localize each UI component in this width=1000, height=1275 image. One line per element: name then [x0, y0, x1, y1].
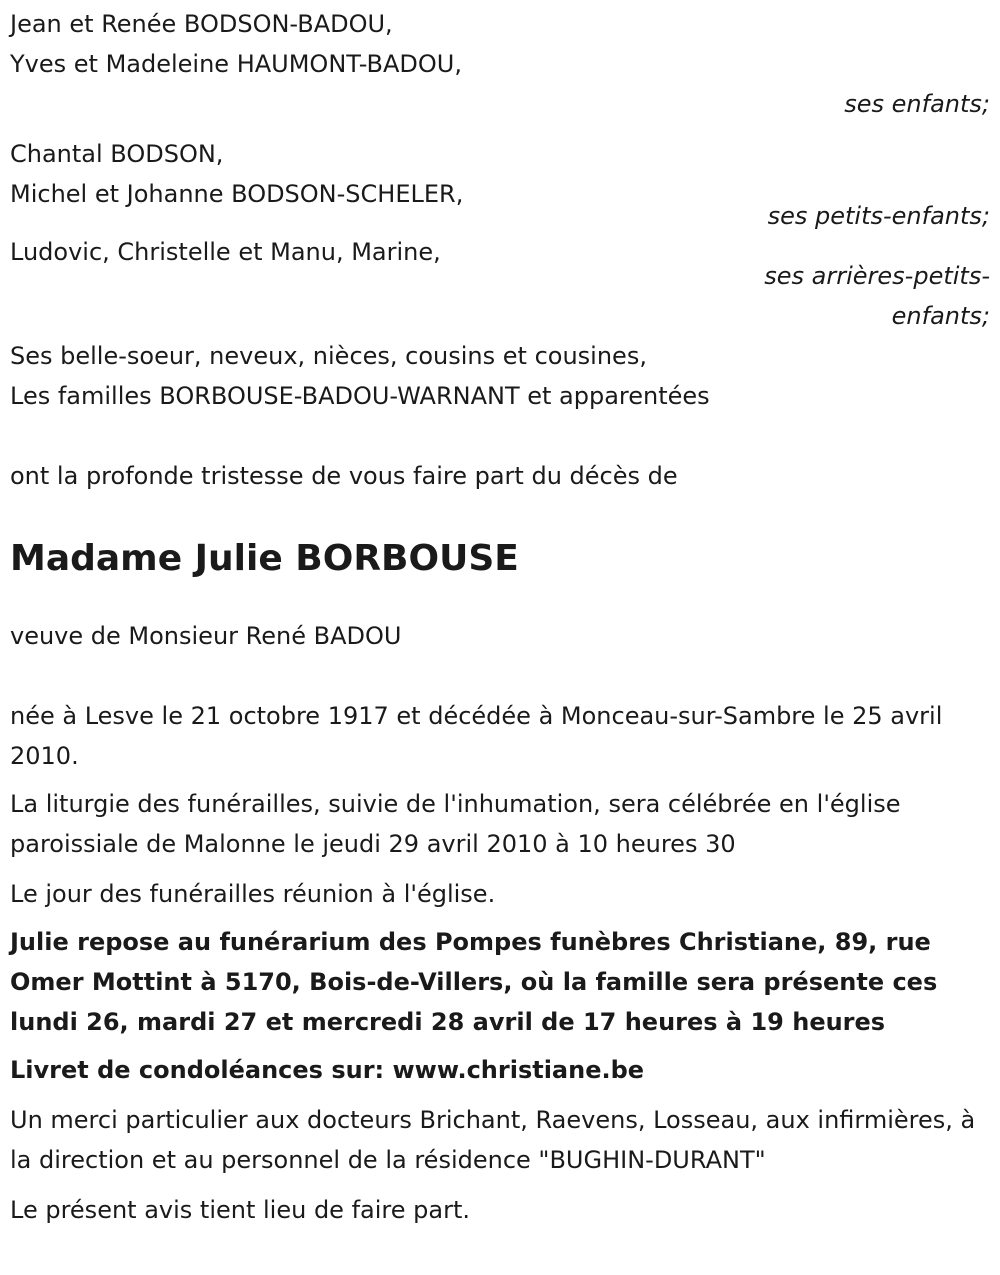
grandchildren-section [10, 134, 990, 236]
deceased-name: Madame Julie BORBOUSE [10, 538, 519, 579]
thanks-text: Un merci particulier aux docteurs Brichant, Raevens, Losseau, aux infirmières, à la direction et au personnel de la résidence "BUGHIN-DURANT" [10, 1106, 976, 1174]
great-grandchildren-role-line2: enfants; [891, 302, 990, 330]
grandchildren-role: ses petits-enfants; [767, 202, 990, 230]
children-section [10, 4, 990, 124]
birth-death-text: née à Lesve le 21 octobre 1917 et décédée à Monceau-sur-Sambre le 25 avril 2010. [10, 702, 943, 770]
child-name: Yves et Madeleine HAUMONT-BADOU, [10, 50, 462, 78]
children-role: ses enfants; [844, 90, 990, 118]
great-grandchildren-role-line1: ses arrières-petits- [764, 262, 990, 290]
other-relatives-line: Les familles BORBOUSE-BADOU-WARNANT et apparentées [10, 382, 710, 410]
liturgy-text: La liturgie des funérailles, suivie de l'inhumation, sera célébrée en l'église paroissiale de Malonne le jeudi 29 avril 2010 à 10 heures 30 [10, 790, 901, 858]
condolences-text: Livret de condoléances sur: www.christiane.be [10, 1056, 645, 1084]
repose-text: Julie repose au funérarium des Pompes funèbres Christiane, 89, rue Omer Mottint à 5170, Bois-de-Villers, où la famille sera présente ces lundi 26, mardi 27 et mercredi 28 avril de 17 heures à 19 heures [10, 928, 938, 1036]
closing-text: Le présent avis tient lieu de faire part. [10, 1196, 470, 1224]
child-name: Jean et Renée BODSON-BADOU, [10, 10, 393, 38]
other-relatives-section [10, 336, 990, 416]
announcement-text: ont la profonde tristesse de vous faire part du décès de [10, 462, 678, 490]
great-grandchild-name: Ludovic, Christelle et Manu, Marine, [10, 238, 441, 266]
grandchild-name: Michel et Johanne BODSON-SCHELER, [10, 180, 464, 208]
widow-of-text: veuve de Monsieur René BADOU [10, 622, 402, 650]
gathering-text: Le jour des funérailles réunion à l'église. [10, 880, 496, 908]
great-grandchildren-section [10, 232, 990, 336]
other-relatives-line: Ses belle-soeur, neveux, nièces, cousins et cousines, [10, 342, 647, 370]
grandchild-name: Chantal BODSON, [10, 140, 224, 168]
